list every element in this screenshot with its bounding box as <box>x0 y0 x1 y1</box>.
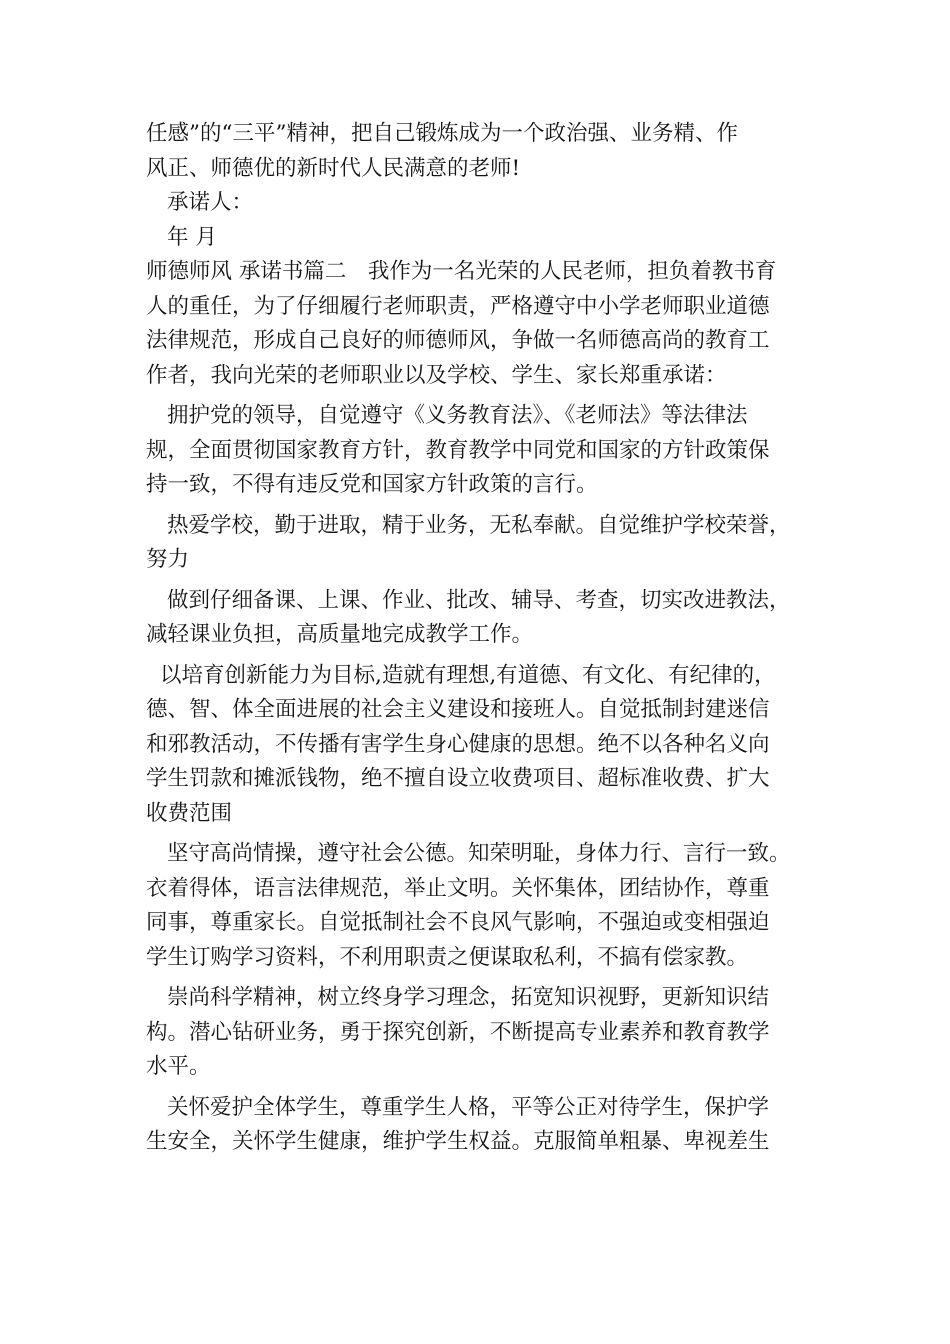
text-line: 构。潜心钻研业务，勇于探究创新，不断提高专业素养和教育教学 <box>146 1019 770 1045</box>
text-line: 拥护党的领导，自觉遵守《义务教育法》、《老师法》等法律法 <box>167 403 748 428</box>
text-line: 持一致，不得有违反党和国家方针政策的言行。 <box>146 472 598 497</box>
date-label: 年 月 <box>167 224 217 250</box>
text-line: 减轻课业负担，高质量地完成教学工作。 <box>146 622 534 647</box>
text-line: 法律规范，形成自己良好的师德师风，争做一名师德高尚的教育工 <box>146 328 770 353</box>
text-line: 坚守高尚情操，遵守社会公德。知荣明耻，身体力行、言行一致。 <box>167 841 791 866</box>
text-line: 人的重任，为了仔细履行老师职责，严格遵守中小学老师职业道德 <box>146 293 770 319</box>
section-heading-line: 师德师风 承诺书篇二 我作为一名光荣的人民老师，担负着教书育 <box>146 259 777 284</box>
text-line: 生安全，关怀学生健康，维护学生权益。克服简单粗暴、卑视差生 <box>146 1129 770 1154</box>
text-line: 同事，尊重家长。自觉抵制社会不良风气影响，不强迫或变相强迫 <box>146 910 770 935</box>
text-line: 崇尚科学精神，树立终身学习理念，拓宽知识视野，更新知识结 <box>167 985 770 1010</box>
text-line: 做到仔细备课、上课、作业、批改、辅导、考查，切实改进教法， <box>167 587 791 613</box>
text-line: 水平。 <box>146 1054 211 1079</box>
text-line: 和邪教活动，不传播有害学生身心健康的思想。绝不以各种名义向 <box>146 731 770 757</box>
text-line: 规，全面贯彻国家教育方针，教育教学中同党和国家的方针政策保 <box>146 437 770 463</box>
document-body <box>146 117 828 1160</box>
text-line: 关怀爱护全体学生，尊重学生人格，平等公正对待学生，保护学 <box>167 1094 770 1120</box>
text-line: 任感”的“三平”精神，把自己锻炼成为一个政治强、业务精、作 <box>146 121 738 146</box>
text-line: 以培育创新能力为目标,造就有理想,有道德、有文化、有纪律的， <box>160 662 776 688</box>
text-line: 收费范围 <box>146 800 233 826</box>
text-line: 德、智、体全面进展的社会主义建设和接班人。自觉抵制封建迷信 <box>146 697 770 722</box>
text-line: 学生罚款和摊派钱物，绝不擅自设立收费项目、超标准收费、扩大 <box>146 766 770 791</box>
text-line: 学生订购学习资料，不利用职责之便谋取私利，不搞有偿家教。 <box>146 944 749 970</box>
signatory-label: 承诺人： <box>167 190 254 215</box>
text-line: 作者，我向光荣的老师职业以及学校、学生、家长郑重承诺： <box>146 362 727 388</box>
text-line: 努力 <box>146 547 190 572</box>
text-line: 风正、师德优的新时代人民满意的老师! <box>146 155 521 181</box>
text-line: 衣着得体，语言法律规范，举止文明。关怀集体，团结协作，尊重 <box>146 875 770 901</box>
text-line: 热爱学校，勤于进取，精于业务，无私奉献。自觉维护学校荣誉， <box>167 512 791 538</box>
